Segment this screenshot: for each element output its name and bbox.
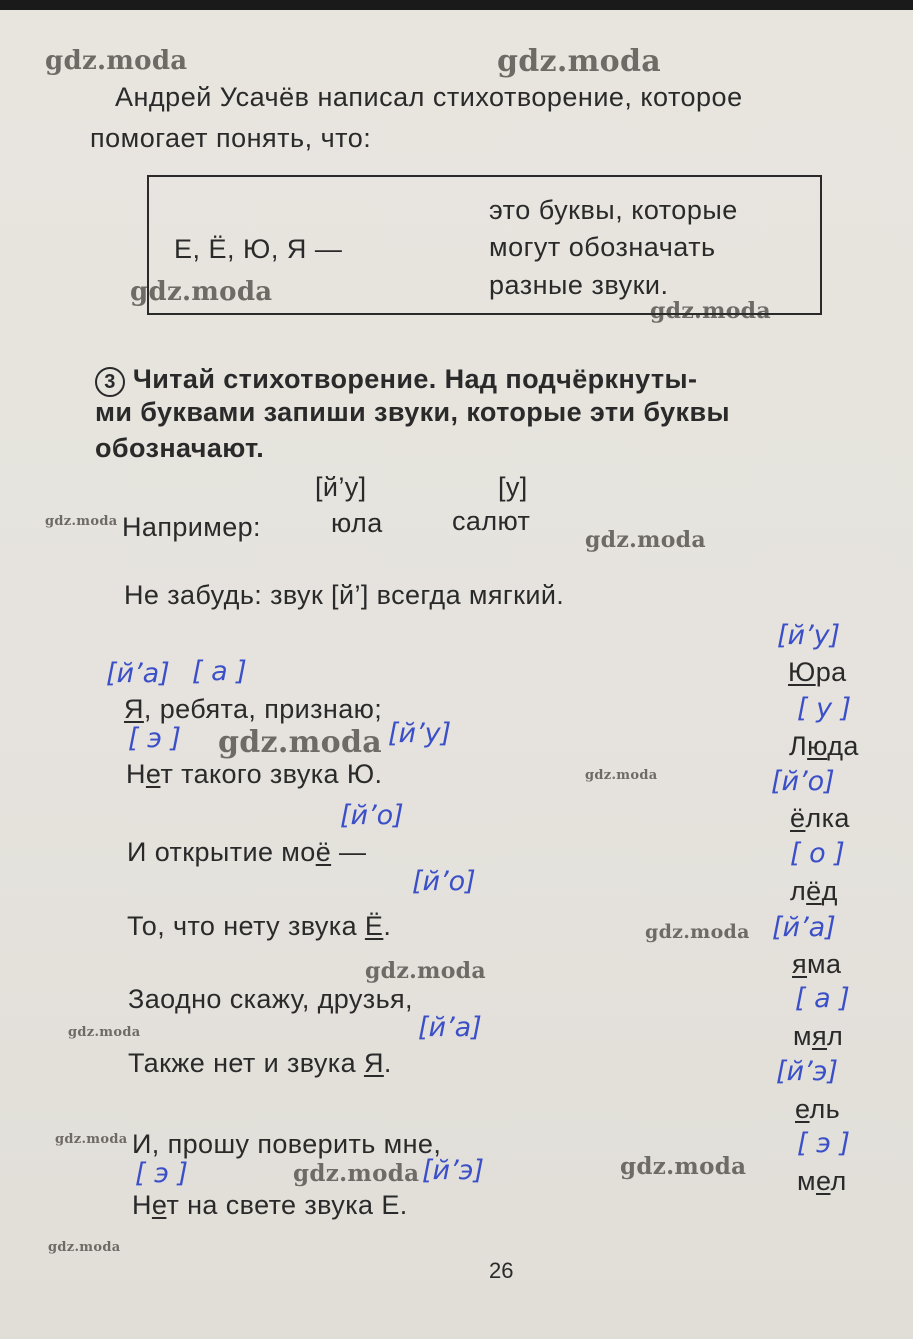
example-sound-2: [у] — [498, 472, 528, 502]
task-heading-1 — [95, 364, 697, 397]
word-sound: [ о ] — [790, 838, 845, 869]
word: ель — [795, 1094, 841, 1124]
rule-line-3: разные звуки. — [489, 270, 669, 300]
example-word-2: салют — [452, 506, 531, 536]
intro-line-2: помогает понять, что: — [90, 123, 372, 153]
word-sound: [ э ] — [797, 1128, 851, 1159]
task-number: 3 — [95, 367, 125, 397]
poem-line: Нет на свете звука Е. — [132, 1190, 408, 1220]
answer-yu: [й’у] — [388, 718, 452, 749]
answer-yo-2: [й’о] — [412, 866, 476, 897]
word: лёд — [790, 876, 838, 906]
poem-line: И, прошу поверить мне, — [132, 1129, 442, 1159]
example-sound-1: [й’у] — [315, 472, 367, 502]
watermark: gdz.moda — [55, 1132, 128, 1147]
word-sound: [й’у] — [777, 620, 841, 651]
answer-ye: [й’э] — [422, 1155, 485, 1186]
word: яма — [792, 949, 842, 979]
watermark: gdz.moda — [68, 1025, 141, 1040]
answer-ya: [й’а] — [106, 658, 170, 689]
watermark: gdz.moda — [293, 1160, 420, 1187]
watermark: gdz.moda — [497, 44, 662, 79]
poem-line: Нет такого звука Ю. — [126, 759, 383, 789]
watermark: gdz.moda — [45, 46, 188, 76]
watermark: gdz.moda — [585, 527, 706, 553]
word-sound: [й’о] — [771, 766, 835, 797]
word-sound: [й’э] — [776, 1056, 839, 1087]
word: Юра — [788, 657, 847, 687]
watermark: gdz.moda — [130, 277, 273, 307]
poem-line: Заодно скажу, друзья, — [128, 984, 413, 1014]
watermark: gdz.moda — [620, 1153, 747, 1180]
watermark: gdz.moda — [48, 1240, 121, 1255]
word: мял — [793, 1021, 844, 1051]
watermark: gdz.moda — [585, 768, 658, 783]
answer-e: [ э ] — [128, 723, 182, 754]
task-text-3: обозначают. — [95, 433, 265, 463]
watermark: gdz.moda — [45, 514, 118, 529]
example-word-1: юла — [331, 508, 383, 538]
watermark: gdz.moda — [218, 725, 383, 760]
poem-line: То, что нету звука Ё. — [127, 911, 392, 941]
rule-line-1: это буквы, которые — [489, 195, 738, 225]
watermark: gdz.moda — [365, 958, 486, 984]
answer-ya-2: [й’а] — [418, 1012, 482, 1043]
scan-edge — [0, 0, 913, 10]
watermark: gdz.moda — [645, 921, 750, 943]
note: Не забудь: звук [й’] всегда мягкий. — [124, 580, 565, 610]
word: ёлка — [790, 803, 850, 833]
task-text-2: ми буквами запиши звуки, которые эти буквы — [95, 397, 730, 427]
rule-letters: Е, Ё, Ю, Я — — [174, 234, 343, 264]
word: мел — [797, 1166, 847, 1196]
intro-line-1: Андрей Усачёв написал стихотворение, которое — [115, 82, 743, 112]
word-sound: [ а ] — [795, 983, 850, 1014]
rule-line-2: могут обозначать — [489, 232, 716, 262]
word: Люда — [789, 731, 859, 761]
answer-e-2: [ э ] — [135, 1158, 189, 1189]
poem-line: И открытие моё — — [127, 837, 367, 867]
page-number: 26 — [489, 1258, 514, 1283]
word-sound: [й’а] — [772, 912, 836, 943]
poem-line: Я, ребята, признаю; — [124, 694, 383, 724]
answer-a: [ а ] — [192, 656, 247, 687]
watermark: gdz.moda — [650, 298, 771, 324]
task-text-1: Читай стихотворение. Над подчёркнуты- — [132, 364, 698, 394]
answer-yo-1: [й’о] — [340, 800, 404, 831]
poem-line: Также нет и звука Я. — [128, 1048, 392, 1078]
word-sound: [ у ] — [797, 693, 852, 724]
rule-box — [147, 175, 822, 315]
example-label: Например: — [122, 512, 261, 542]
